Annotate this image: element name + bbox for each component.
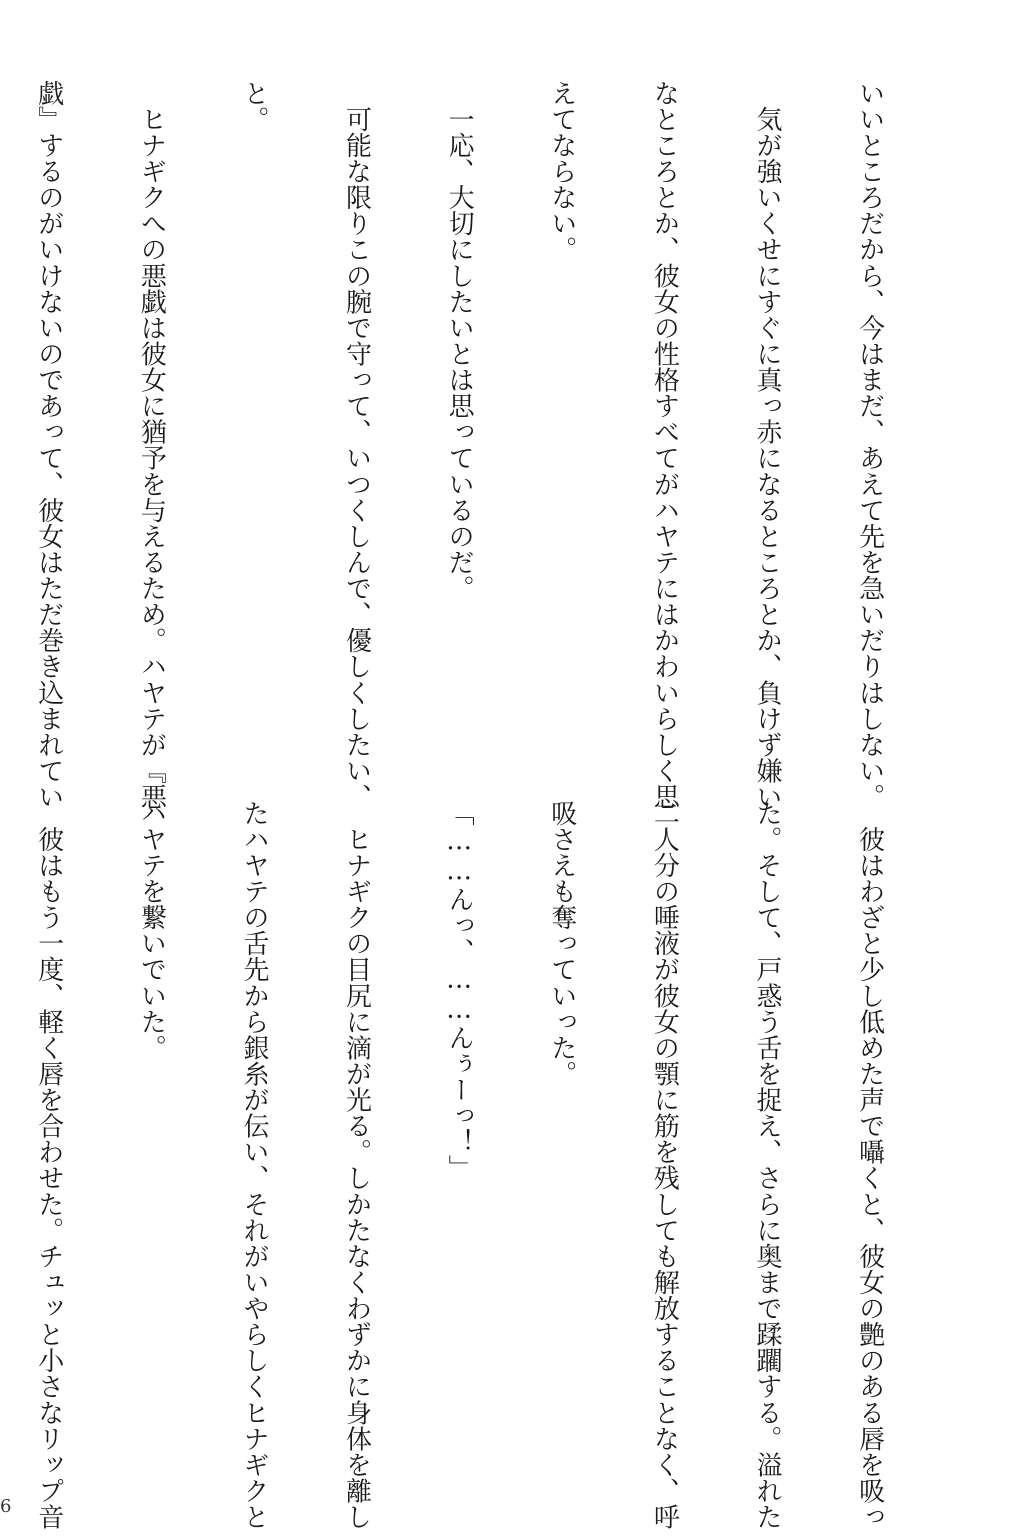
page-number: 6 — [0, 1496, 12, 1517]
text-line: 気が強いくせにすぐに真っ赤になるところとか、負けず嫌い — [751, 80, 782, 810]
text-line: ヒナギクへの悪戯は彼女に猶予を与えるため。ハヤテが『悪 — [136, 80, 167, 810]
text-block-bottom — [33, 800, 955, 1530]
text-line: 彼はわざと少し低めた声で囁くと、彼女の艶のある唇を吸っ — [854, 800, 885, 1530]
text-line: 「……んっ、……んぅーっ！」 — [444, 800, 475, 1181]
text-line: えてならない。 — [546, 80, 577, 263]
text-line: 吸さえも奪っていった。 — [546, 800, 577, 1087]
text-line: たハヤテの舌先から銀糸が伝い、それがいやらしくヒナギクと — [238, 800, 269, 1530]
text-line: 可能な限りこの腕で守って、いつくしんで、優しくしたい、 — [341, 80, 372, 810]
text-line: 戯』するのがいけないのであって、彼女はただ巻き込まれてい — [33, 80, 64, 810]
text-line: なところとか、彼女の性格すべてがハヤテにはかわいらしく思 — [649, 80, 680, 810]
text-block-top — [33, 80, 955, 810]
text-line: 二人分の唾液が彼女の顎に筋を残しても解放することなく、呼 — [649, 800, 680, 1530]
text-line: 一応、大切にしたいとは思っているのだ。 — [444, 80, 475, 602]
text-line: ヒナギクの目尻に滴が光る。しかたなくわずかに身体を離し — [341, 800, 372, 1530]
text-line: た。そして、戸惑う舌を捉え、さらに奥まで蹂躙する。溢れた — [751, 800, 782, 1530]
text-line: ハヤテを繋いでいた。 — [136, 800, 167, 1061]
text-line: いいところだから、今はまだ、あえて先を急いだりはしない。 — [854, 80, 885, 810]
text-line: 彼はもう一度、軽く唇を合わせた。チュッと小さなリップ音 — [33, 800, 64, 1530]
text-line: と。 — [238, 80, 269, 133]
